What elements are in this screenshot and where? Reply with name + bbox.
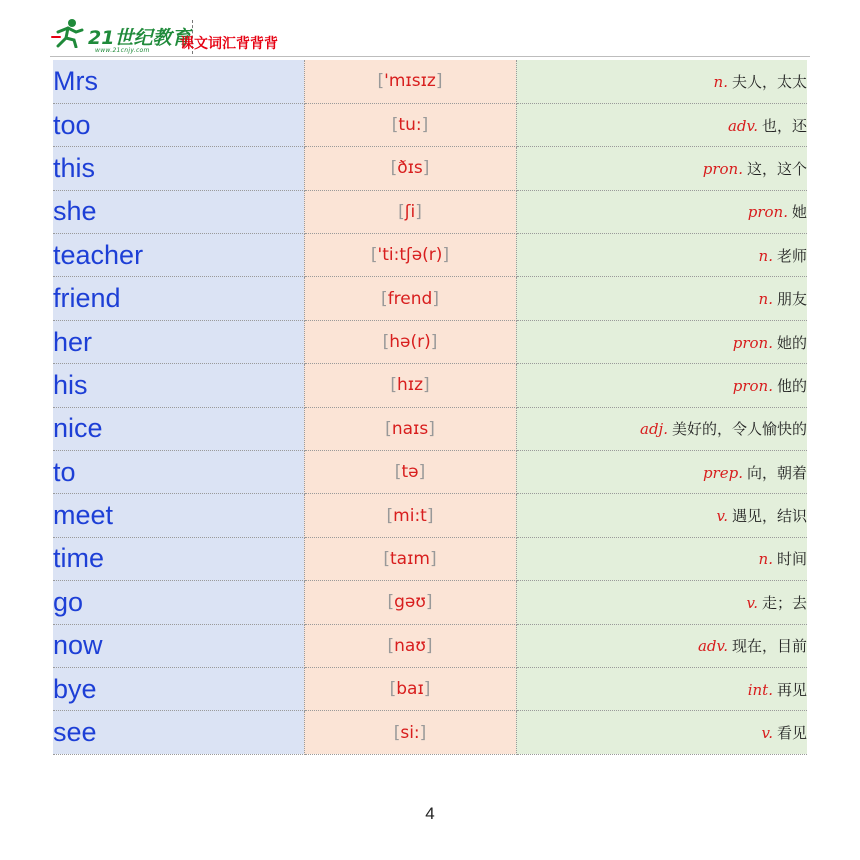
phonetic: ʃi — [404, 201, 416, 222]
meaning: 看见 — [776, 724, 807, 743]
page-number: 4 — [425, 804, 435, 823]
bracket-close: ] — [426, 505, 434, 526]
bracket-open: [ — [385, 418, 392, 439]
part-of-speech: adv. — [697, 637, 728, 656]
phonetic: hə(r) — [389, 332, 431, 353]
bracket-open: [ — [377, 71, 385, 92]
table-row — [53, 277, 807, 320]
phonetic-cell — [304, 494, 516, 537]
phonetic: si: — [400, 722, 420, 743]
meaning: 走；去 — [761, 593, 807, 612]
definition-cell — [516, 711, 807, 754]
logo — [50, 18, 190, 48]
word: friend — [53, 283, 121, 314]
bracket-open: [ — [391, 115, 399, 136]
word-cell — [53, 147, 304, 190]
word-cell — [53, 711, 304, 754]
definition-cell — [516, 190, 807, 233]
word: nice — [53, 413, 103, 444]
phonetic-cell — [304, 60, 516, 103]
word: she — [53, 196, 97, 227]
part-of-speech: n. — [758, 290, 773, 309]
word-cell — [53, 451, 304, 494]
table-row — [53, 451, 807, 494]
definition-cell — [516, 277, 807, 320]
word-cell — [53, 103, 304, 146]
phonetic-cell — [304, 581, 516, 624]
bracket-open: [ — [382, 332, 390, 353]
definition-cell — [516, 147, 807, 190]
word: Mrs — [53, 65, 98, 96]
word: go — [53, 586, 84, 617]
table-row — [53, 581, 807, 624]
bracket-open: [ — [390, 158, 398, 179]
phonetic: tu: — [398, 115, 422, 136]
phonetic-cell — [304, 711, 516, 754]
phonetic: tə — [401, 462, 419, 483]
meaning: 向，朝着 — [746, 463, 807, 482]
table-row — [53, 190, 807, 233]
logo-url: www.21cnjy.com — [95, 47, 150, 54]
part-of-speech: n. — [758, 550, 773, 569]
runner-logo-icon — [50, 18, 86, 48]
bracket-close: ] — [428, 418, 435, 439]
phonetic-cell — [304, 103, 516, 146]
part-of-speech: pron. — [702, 159, 743, 178]
word-cell — [53, 581, 304, 624]
meaning: 再见 — [776, 680, 807, 699]
bracket-open: [ — [383, 548, 391, 569]
bracket-close: ] — [418, 462, 426, 483]
phonetic: gəʊ — [394, 592, 426, 613]
word: teacher — [53, 239, 144, 270]
bracket-close: ] — [421, 115, 429, 136]
word-cell — [53, 667, 304, 710]
meaning: 老师 — [776, 246, 807, 265]
table-row — [53, 103, 807, 146]
table-row — [53, 234, 807, 277]
meaning: 也，还 — [761, 116, 807, 135]
bracket-close: ] — [415, 201, 422, 222]
part-of-speech: adv. — [727, 116, 758, 135]
word-cell — [53, 407, 304, 450]
word-cell — [53, 537, 304, 580]
bracket-close: ] — [425, 592, 433, 613]
bracket-close: ] — [430, 332, 438, 353]
meaning: 他的 — [776, 376, 807, 395]
word: too — [53, 109, 91, 140]
phonetic: naʊ — [394, 635, 426, 656]
phonetic-cell — [304, 624, 516, 667]
bracket-open: [ — [389, 679, 397, 700]
table-row — [53, 624, 807, 667]
bracket-close: ] — [435, 71, 443, 92]
bracket-open: [ — [387, 635, 395, 656]
word-cell — [53, 234, 304, 277]
definition-cell — [516, 451, 807, 494]
definition-cell — [516, 624, 807, 667]
definition-cell — [516, 537, 807, 580]
word-cell — [53, 320, 304, 363]
meaning: 她的 — [776, 333, 807, 352]
bracket-close: ] — [425, 635, 433, 656]
meaning: 夫人，太太 — [731, 72, 807, 91]
part-of-speech: n. — [713, 72, 728, 91]
definition-cell — [516, 234, 807, 277]
word: to — [53, 456, 76, 487]
meaning: 美好的，令人愉快的 — [671, 420, 807, 439]
table-row — [53, 494, 807, 537]
bracket-open: [ — [381, 288, 388, 309]
bracket-open: [ — [394, 462, 402, 483]
definition-cell — [516, 667, 807, 710]
definition-cell — [516, 320, 807, 363]
word-cell — [53, 364, 304, 407]
part-of-speech: v. — [746, 593, 758, 612]
bracket-close: ] — [422, 158, 430, 179]
bracket-close: ] — [429, 548, 437, 569]
part-of-speech: pron. — [732, 333, 773, 352]
word-cell — [53, 494, 304, 537]
part-of-speech: prep. — [702, 463, 743, 482]
bracket-close: ] — [432, 288, 439, 309]
bracket-close: ] — [423, 679, 431, 700]
word: see — [53, 717, 97, 748]
definition-cell — [516, 364, 807, 407]
meaning: 朋友 — [776, 290, 807, 309]
word: now — [53, 630, 103, 661]
header-rule — [50, 56, 810, 57]
phonetic-cell — [304, 407, 516, 450]
definition-cell — [516, 581, 807, 624]
part-of-speech: v. — [716, 507, 728, 526]
phonetic: naɪs — [391, 418, 429, 439]
meaning: 现在，目前 — [731, 637, 807, 656]
part-of-speech: pron. — [747, 203, 788, 222]
phonetic-cell — [304, 320, 516, 363]
bracket-open: [ — [393, 722, 401, 743]
part-of-speech: pron. — [732, 376, 773, 395]
word: bye — [53, 673, 97, 704]
word-cell — [53, 190, 304, 233]
phonetic-cell — [304, 364, 516, 407]
bracket-open: [ — [398, 201, 405, 222]
phonetic-cell — [304, 190, 516, 233]
phonetic-cell — [304, 277, 516, 320]
phonetic-cell — [304, 451, 516, 494]
word: his — [53, 369, 88, 400]
meaning: 遇见，结识 — [731, 507, 807, 526]
part-of-speech: v. — [761, 724, 773, 743]
table-row — [53, 320, 807, 363]
phonetic: mi:t — [393, 505, 427, 526]
bracket-close: ] — [419, 722, 427, 743]
phonetic: ðɪs — [397, 158, 423, 179]
definition-cell — [516, 60, 807, 103]
bracket-close: ] — [442, 245, 450, 266]
phonetic: 'mɪsɪz — [384, 71, 436, 92]
phonetic: baɪ — [396, 679, 424, 700]
table-row — [53, 147, 807, 190]
page-header — [50, 18, 810, 60]
meaning: 她 — [791, 203, 807, 222]
phonetic: 'ti:tʃə(r) — [377, 245, 443, 266]
bracket-open: [ — [387, 592, 395, 613]
table-row — [53, 667, 807, 710]
phonetic: taɪm — [390, 548, 430, 569]
phonetic-cell — [304, 667, 516, 710]
word: her — [53, 326, 93, 357]
definition-cell — [516, 494, 807, 537]
part-of-speech: adj. — [640, 420, 668, 439]
word-cell — [53, 60, 304, 103]
table-row — [53, 407, 807, 450]
word: this — [53, 152, 96, 183]
vocabulary-table — [53, 60, 807, 755]
part-of-speech: n. — [758, 246, 773, 265]
meaning: 时间 — [776, 550, 807, 569]
definition-cell — [516, 407, 807, 450]
bracket-open: [ — [370, 245, 378, 266]
page-title: 课文词汇背背背 — [180, 36, 278, 52]
table-row — [53, 364, 807, 407]
word-cell — [53, 624, 304, 667]
word-cell — [53, 277, 304, 320]
word: time — [53, 543, 105, 574]
bracket-close: ] — [423, 375, 430, 396]
phonetic-cell — [304, 234, 516, 277]
phonetic: frend — [387, 288, 433, 309]
table-row — [53, 537, 807, 580]
word: meet — [53, 500, 114, 531]
phonetic-cell — [304, 147, 516, 190]
phonetic: hɪz — [396, 375, 423, 396]
part-of-speech: int. — [747, 680, 773, 699]
logo-text: 21世纪教育 — [88, 27, 191, 49]
table-row — [53, 711, 807, 754]
bracket-open: [ — [390, 375, 397, 396]
meaning: 这，这个 — [746, 159, 807, 178]
phonetic-cell — [304, 537, 516, 580]
bracket-open: [ — [386, 505, 394, 526]
definition-cell — [516, 103, 807, 146]
table-row — [53, 60, 807, 103]
